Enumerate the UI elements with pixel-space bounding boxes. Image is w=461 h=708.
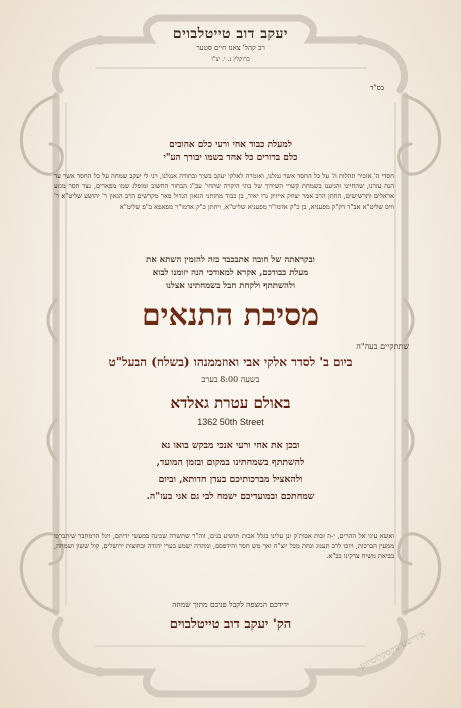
invitation-content bbox=[52, 0, 409, 708]
invitation-line-1: ובקראתה של חובה אתבכבד בזה להזמין השתא את bbox=[146, 255, 315, 265]
event-date: ביום ב' לסדר אלקי אבי ואוזממנהו (בשלח) הבעל"ט bbox=[108, 355, 353, 369]
call-line-4: שמחתכם ובמועדיכם ישמח לבי גם אני בעז"ה. bbox=[146, 491, 315, 502]
call-line-1: ובכן את אחי ורעי אנכי מבקש בואו נא bbox=[161, 440, 300, 451]
event-time: בשעה 8:00 בערב bbox=[201, 375, 260, 384]
invitation-line-2: מעלת כבודכם, אקרא למאודכי הנה יזומנו לבוא bbox=[152, 268, 309, 278]
greeting-line-1: למעלת כבוד אחי ורעי כלם אהובים bbox=[169, 140, 292, 150]
header-address: ברוקלין נ. י. יצ"ו bbox=[211, 56, 250, 63]
bsd-mark: בס"ד bbox=[370, 84, 384, 92]
header-title: רב קהל' צאנז חיים סטער bbox=[196, 44, 265, 52]
greeting-line-2: כלם ברורים כל אחד בשמו יבורך הע"י bbox=[163, 153, 298, 163]
blessing-paragraph: ואשא עיני אל ההרים, י-ה זכות אבות'ק ונן עלינו בגלל אבות תושיע בנים, ווה"ר שתשרה שכינה במעשי ידיהם, ויגל הרמחבר שיתברכו ממעין הברכות, ויזכו לרב תענוג ונחת מכל יוצ"ח ואך מש חסר והידפסם, ומתרה ישמע בערי יהודה ובחוצות ירושלים, קול ששון ושמחה, בביאת משיח צדקינו בב"א. bbox=[54, 532, 394, 561]
held-text: שתתקיים בעה"ה bbox=[356, 342, 409, 351]
signature-name: הק' יעקב דוב טייטלבוים bbox=[169, 617, 292, 632]
intro-paragraph: חסדי ה' אזכיר תהלות ה' על כל החסד אשר גמלנו, ואומרה לאלקי יעקב בשיר ובתודה אנגלנו, רני לי יעקב שמחה על כל החסד אשר עד הנה עזרנו, שהחיינו והגיענו בשמחת קשרי השידוך של בתי היקרה שתחי' עב"ג הבחור החשוב ומופלג שמו מפארים, נצר חסר מגזע אראלים ותרשישים, החתן הרב אמר יצחק אייזיק נרו יאיר, בן כבוד מחותני הגאון הגדול פאר מקדשים הרב הגאון ר' יהושע שליט"א ר' וויס שליט"א אב"ד דק"ק מפעניא, בן כ"ק אדמו"ר מפעניא שליט"א, ויחתן כ"ק אדמו"ר מפאפא ב"פ שליט"א bbox=[54, 172, 394, 211]
event-venue: באולם עטרת גאלדא bbox=[170, 394, 291, 412]
venue-street: 1362 50th Street bbox=[197, 417, 264, 427]
signoff-text: ידידכם המצפה לקבל פניכם מתוך שמחה bbox=[172, 600, 289, 609]
invitation-line-3: ולהשתתף ולקחת חבל בשמחתינו אצלנו bbox=[165, 281, 296, 291]
header-name: יעקב דוב טייטלבוים bbox=[172, 26, 289, 42]
call-line-2: להשתתף בשמחתינו במקום ובזמן המועד, bbox=[156, 457, 305, 468]
call-line-3: ולהאציל מברכותיכם בעדן חדותא, וביום bbox=[158, 474, 303, 485]
watermark-text: אידישע עקסקלוסיווע bbox=[358, 628, 428, 673]
event-title: מסיבת התנאים bbox=[141, 298, 320, 333]
